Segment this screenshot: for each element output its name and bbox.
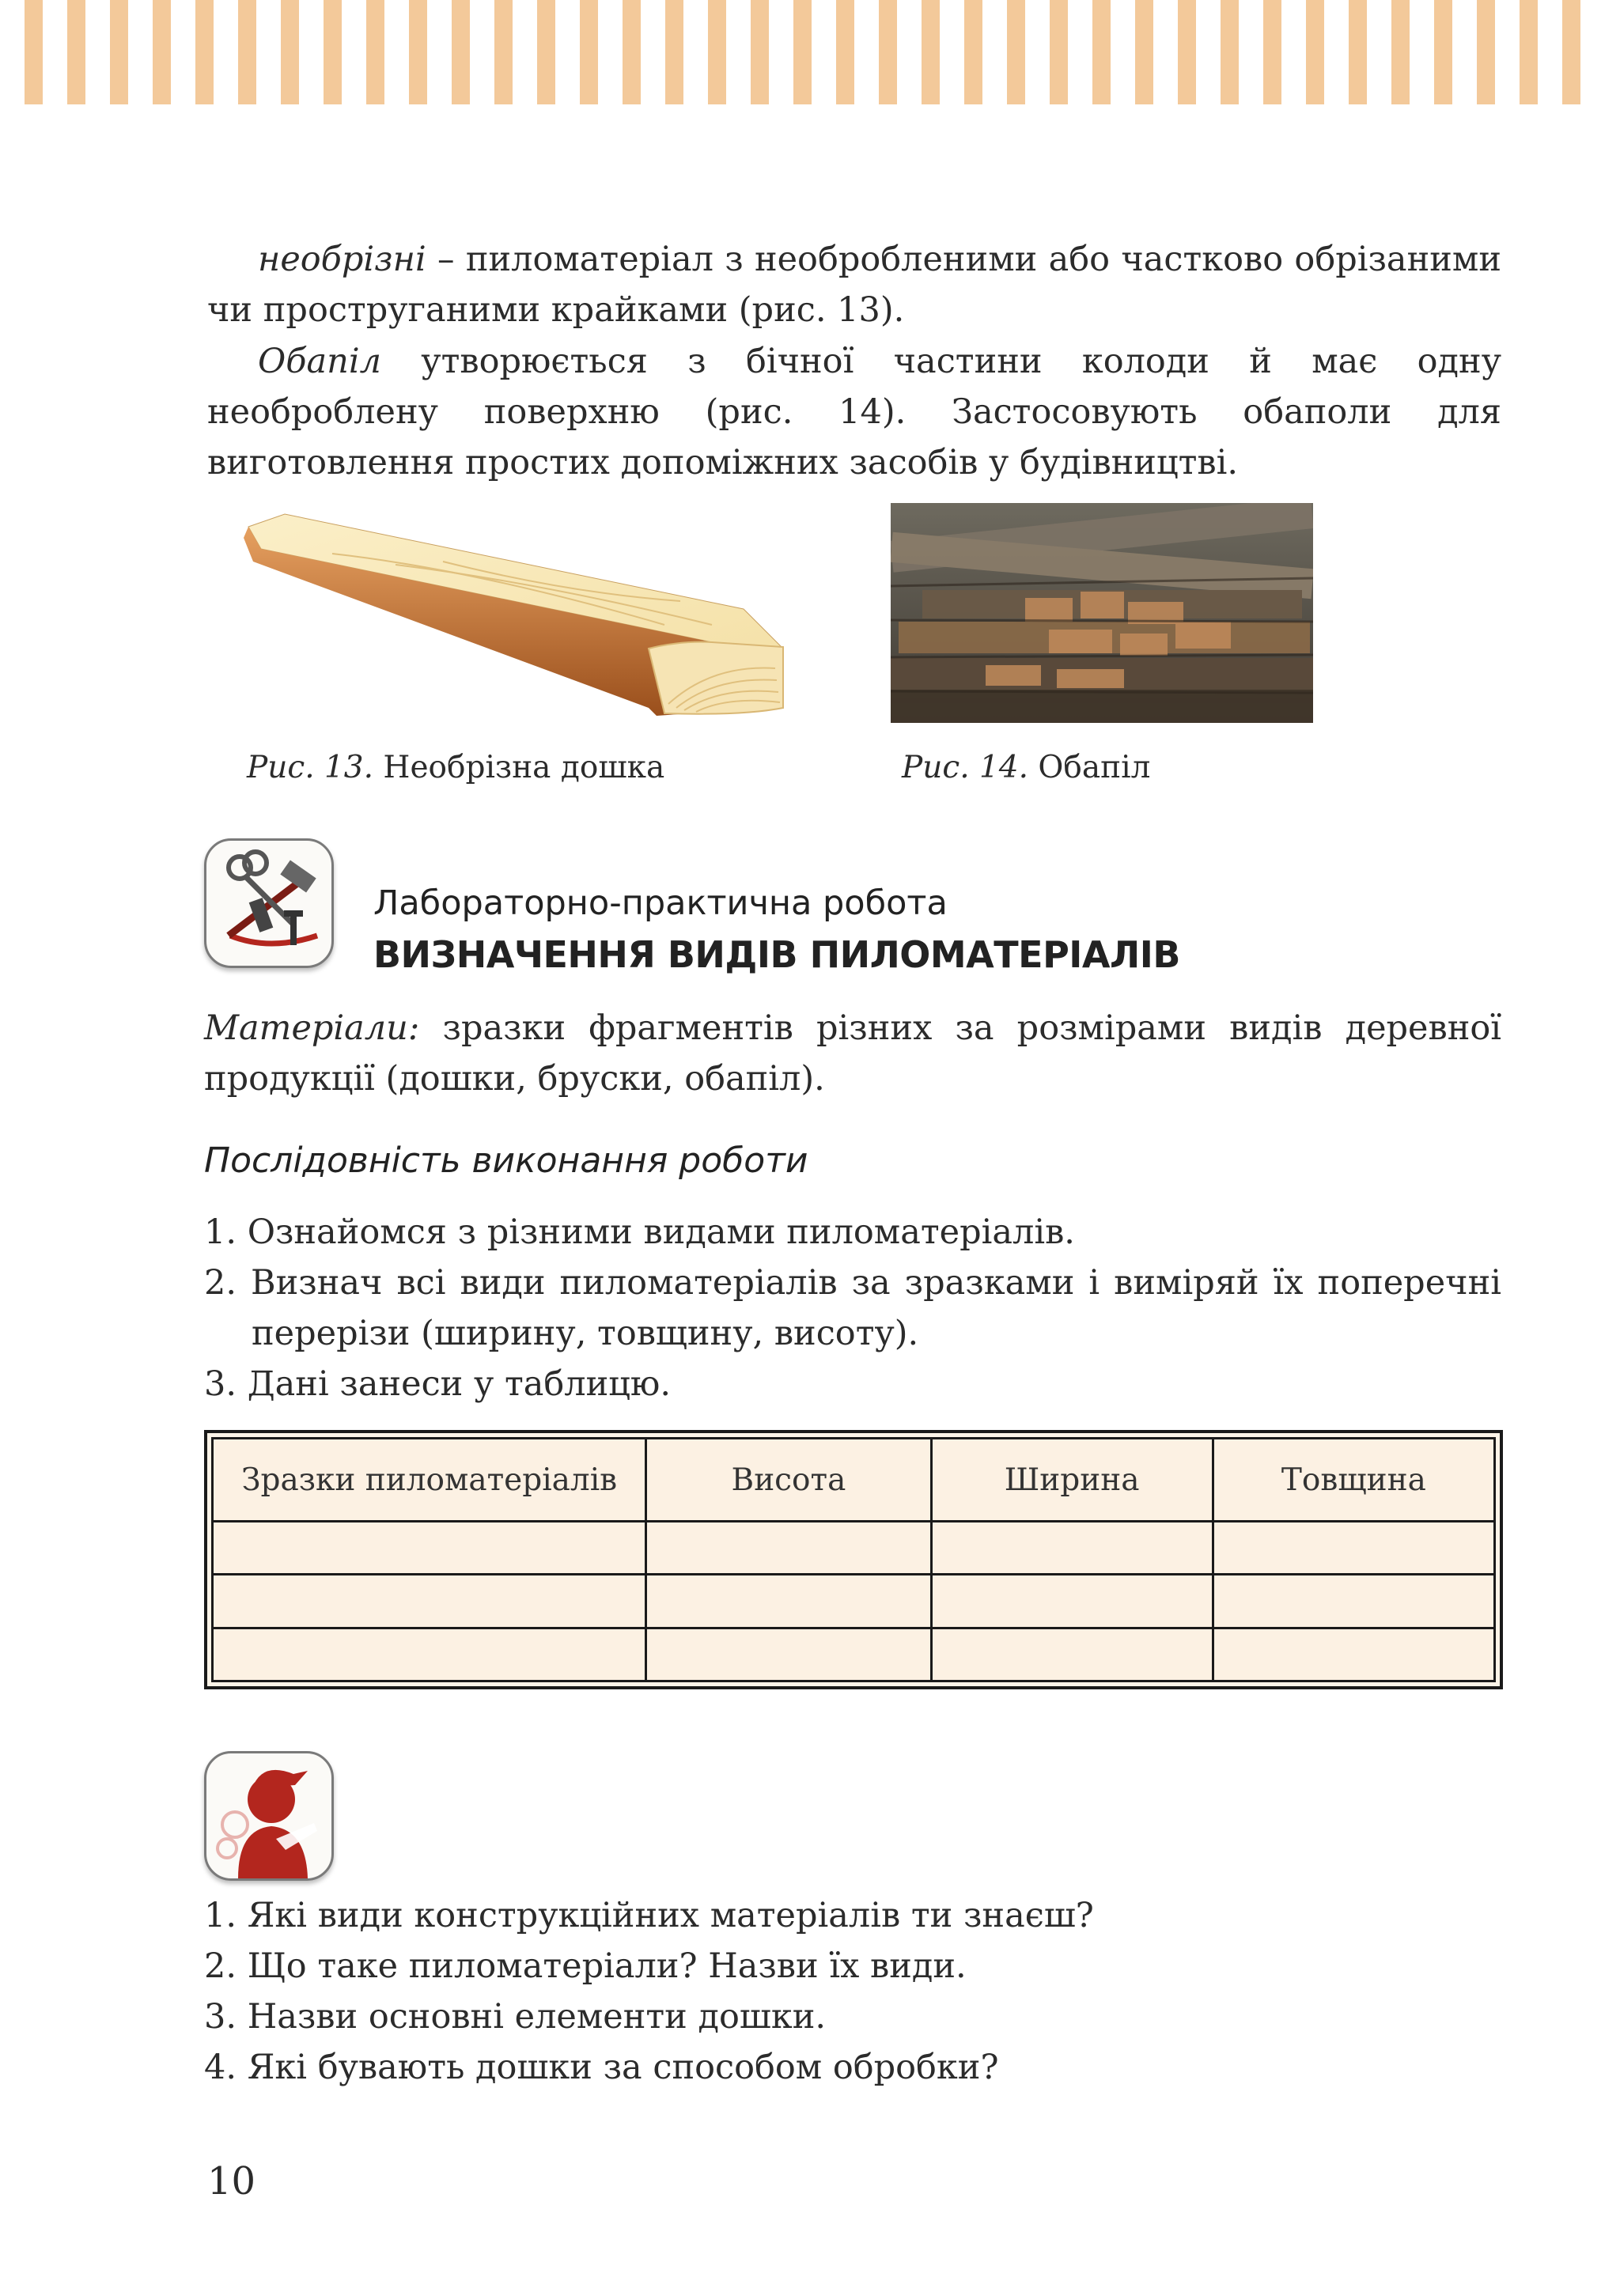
paragraph-slab: [207, 336, 1501, 488]
page-number: 10: [207, 2159, 256, 2203]
table-row: [213, 1628, 1495, 1681]
table-header-width: Ширина: [931, 1439, 1213, 1522]
sequence-title: Послідовність виконання роботи: [204, 1140, 808, 1181]
paragraph-slab-text: утворюється з бічної частини колоди й має одну необроблену поверхню (рис. 14). Застосовують обаполи для виготовлення простих допоміжних засобів у будівництві.: [207, 342, 1501, 482]
table-cell[interactable]: [931, 1522, 1213, 1575]
sequence-step: 1. Ознайомся з різними видами пиломатеріалів.: [204, 1212, 1075, 1252]
page-margin-right: [1603, 0, 1620, 104]
figure-unedged-board: [237, 506, 791, 720]
table-cell[interactable]: [213, 1575, 646, 1628]
question-item: 4. Які бувають дошки за способом обробки?: [204, 2048, 999, 2087]
table-cell[interactable]: [931, 1575, 1213, 1628]
table-cell[interactable]: [1213, 1575, 1494, 1628]
question-item: 1. Які види конструкційних матеріалів ти знаєш?: [204, 1896, 1094, 1935]
sequence-steps: [204, 1207, 1501, 1409]
measurements-table: [204, 1430, 1503, 1689]
table-cell[interactable]: [646, 1522, 931, 1575]
figure-slab-photo: [891, 503, 1313, 723]
paragraph-unedged: [207, 234, 1501, 335]
term-unedged: необрізні: [258, 240, 426, 279]
caption-figure-14-title: Обапіл: [1028, 750, 1151, 785]
table-row: [213, 1522, 1495, 1575]
term-slab: Обапіл: [258, 342, 381, 381]
caption-figure-14-label: Рис. 14.: [902, 750, 1029, 785]
lab-title-line1: Лабораторно-практична робота: [373, 883, 948, 923]
table-cell[interactable]: [213, 1628, 646, 1681]
table-cell[interactable]: [213, 1522, 646, 1575]
lab-materials: [204, 1003, 1501, 1104]
table-cell[interactable]: [646, 1575, 931, 1628]
table-row: [213, 1575, 1495, 1628]
table-cell[interactable]: [646, 1628, 931, 1681]
table-cell[interactable]: [1213, 1522, 1494, 1575]
thinking-person-icon: [204, 1751, 334, 1881]
caption-figure-13: [247, 748, 664, 788]
table-cell[interactable]: [1213, 1628, 1494, 1681]
decorative-stripes: [0, 0, 1620, 104]
paragraph-unedged-text: – пиломатеріал з необробленими або частково обрізаними чи проструганими крайками (рис. 13).: [207, 240, 1501, 330]
sequence-step: 2. Визнач всі види пиломатеріалів за зразками і виміряй їх поперечні перерізи (ширину, товщину, висоту).: [204, 1263, 1501, 1353]
table-header-thickness: Товщина: [1213, 1439, 1494, 1522]
review-questions: [204, 1890, 1501, 2093]
caption-figure-13-title: Необрізна дошка: [373, 750, 665, 785]
question-item: 2. Що таке пиломатеріали? Назви їх види.: [204, 1946, 967, 1986]
page-margin-left: [0, 0, 17, 104]
lab-title-line2: ВИЗНАЧЕННЯ ВИДІВ ПИЛОМАТЕРІАЛІВ: [373, 933, 1180, 976]
caption-figure-14: [902, 748, 1150, 788]
sequence-step: 3. Дані занеси у таблицю.: [204, 1364, 671, 1404]
table-cell[interactable]: [931, 1628, 1213, 1681]
table-header-height: Висота: [646, 1439, 931, 1522]
question-item: 3. Назви основні елементи дошки.: [204, 1997, 827, 2037]
caption-figure-13-label: Рис. 13.: [247, 750, 374, 785]
lab-materials-text: зразки фрагментів різних за розмірами видів деревної продукції (дошки, бруски, обапіл).: [204, 1008, 1501, 1099]
table-header-samples: Зразки пиломатеріалів: [213, 1439, 646, 1522]
lab-materials-label: Матеріали:: [204, 1008, 420, 1048]
lab-tools-icon: [204, 838, 334, 968]
